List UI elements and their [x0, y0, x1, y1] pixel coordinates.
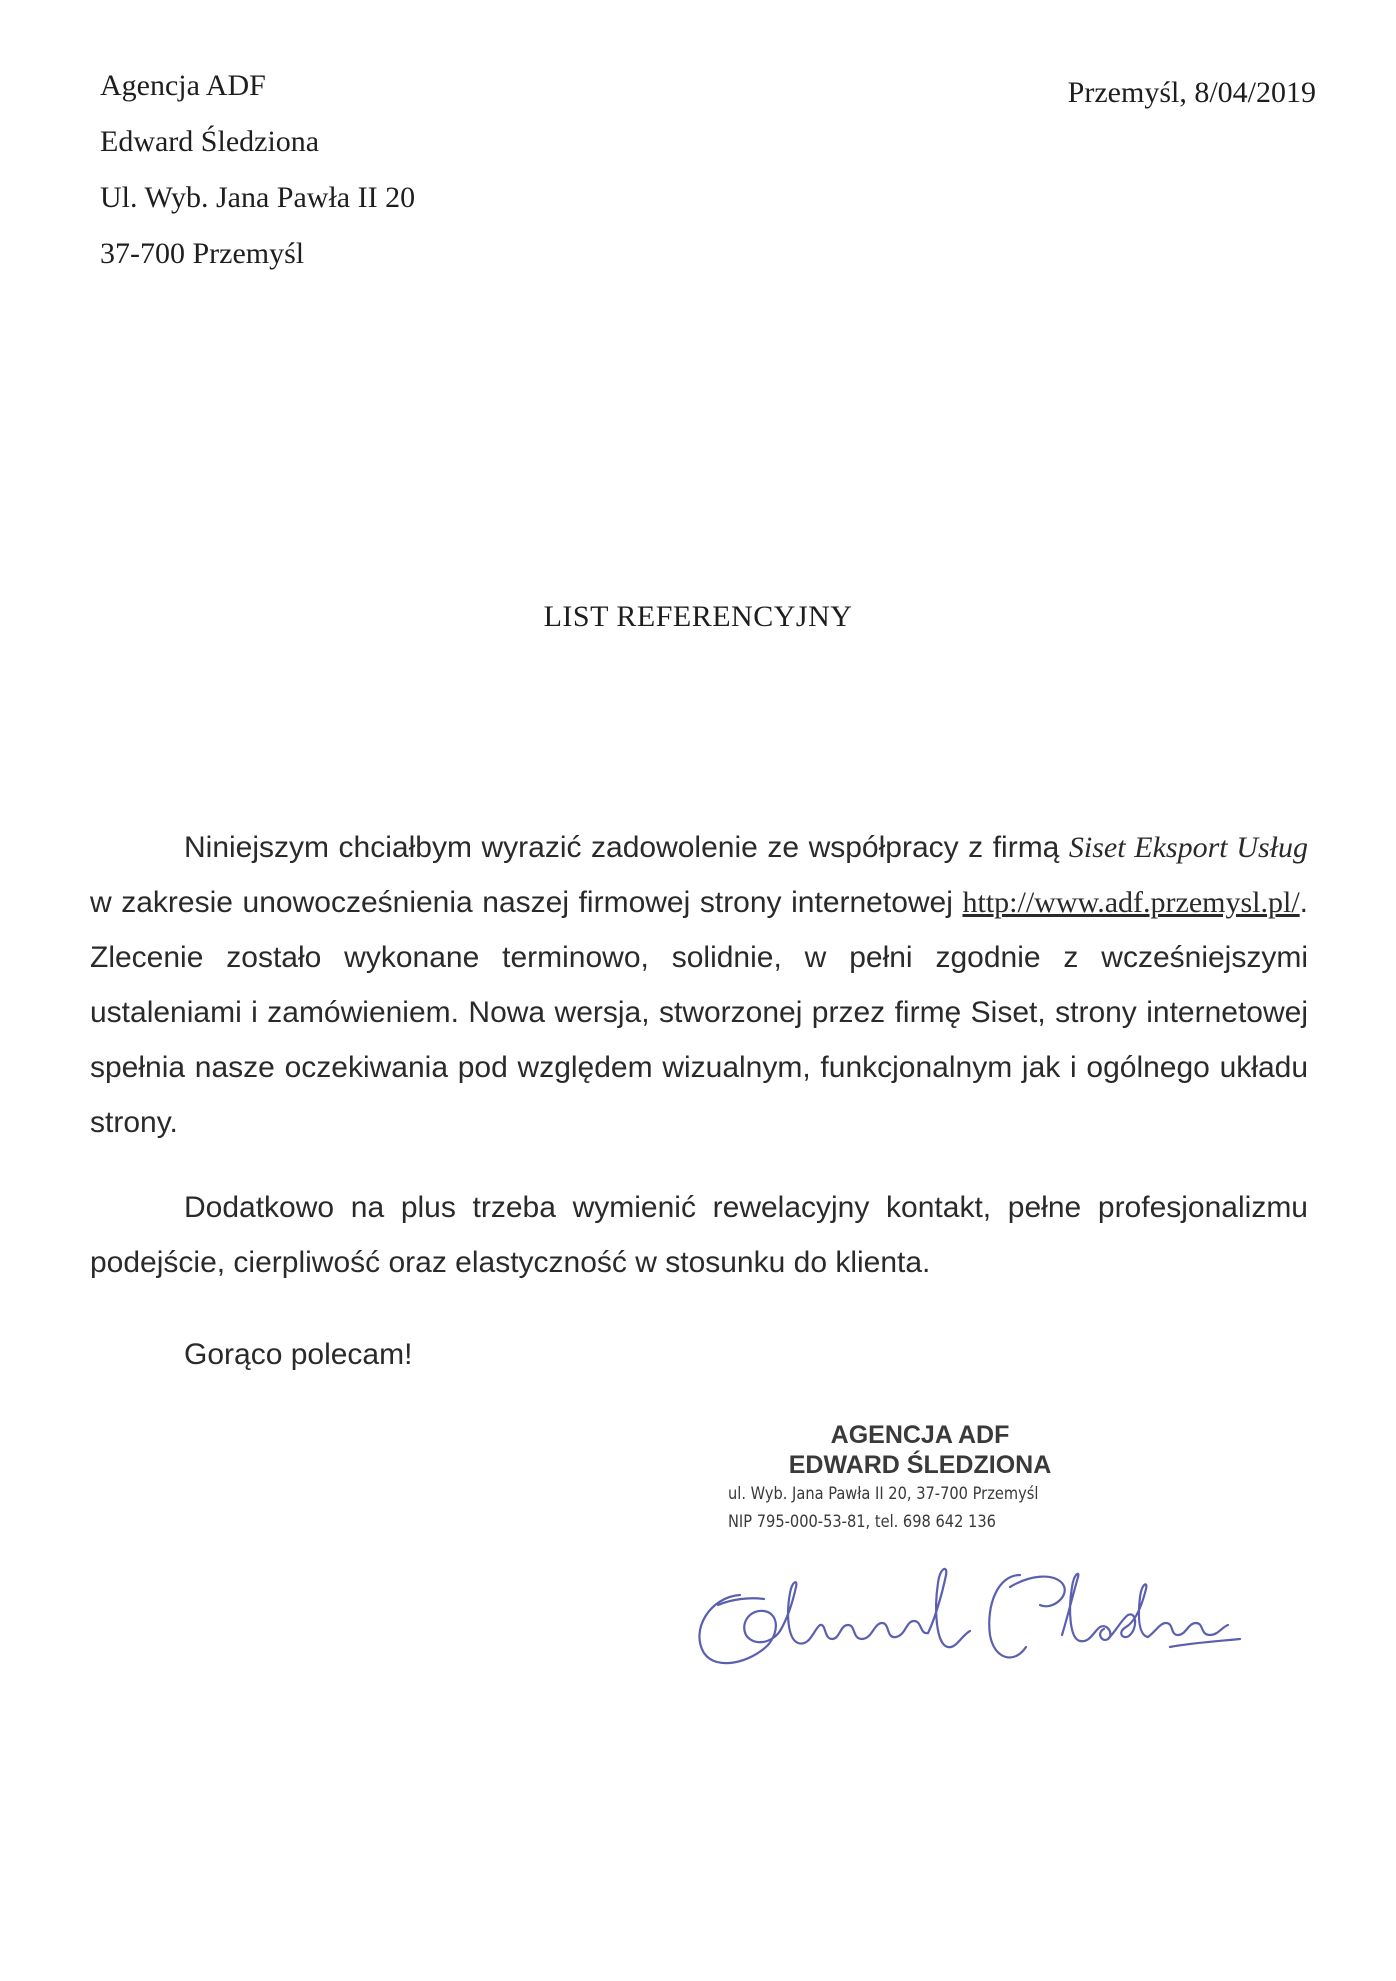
p1-text-start: Niniejszym chciałbym wyrazić zadowolenie ze współpracy z firmą — [184, 831, 1069, 864]
handwritten-signature — [680, 1535, 1260, 1675]
website-link[interactable]: http://www.adf.przemysl.pl/ — [962, 886, 1300, 919]
stamp-owner: EDWARD ŚLEDZIONA — [788, 1451, 1052, 1479]
sender-street: Ul. Wyb. Jana Pawła II 20 — [100, 181, 416, 214]
sender-company: Agencja ADF — [100, 69, 266, 102]
closing-phrase: Gorąco polecam! — [184, 1338, 413, 1371]
company-name: Siset Eksport Usług — [1068, 831, 1308, 864]
letter-date: Przemyśl, 8/04/2019 — [1067, 76, 1316, 109]
sender-address — [100, 58, 415, 282]
stamp-contact: NIP 795-000-53-81, tel. 698 642 136 — [728, 1512, 996, 1532]
stamp-company: AGENCJA ADF — [830, 1421, 1010, 1449]
p1-text-middle: w zakresie unowocześnienia naszej firmowej strony internetowej — [90, 886, 963, 919]
body-paragraph-1 — [90, 820, 1308, 1150]
p1-text-end: . Zlecenie zostało wykonane terminowo, solidnie, w pełni zgodnie z wcześniejszymi ustaleniami i zamówieniem. Nowa wersja, stworzonej przez firmę Siset, strony internetowej spełnia nasze oczekiwania pod względem wizualnym, funkcjonalnym jak i ogólnego układu strony. — [90, 886, 1308, 1139]
sender-city: 37-700 Przemyśl — [100, 237, 305, 270]
letter-title: LIST REFERENCYJNY — [543, 600, 853, 633]
body-paragraph-2: Dodatkowo na plus trzeba wymienić rewelacyjny kontakt, pełne profesjonalizmu podejście, cierpliwość oraz elastyczność w stosunku do klienta. — [90, 1191, 1308, 1279]
sender-name: Edward Śledziona — [100, 125, 320, 158]
company-stamp — [720, 1420, 1120, 1536]
letter-body — [90, 820, 1308, 1290]
stamp-address: ul. Wyb. Jana Pawła II 20, 37-700 Przemyśl — [728, 1484, 1039, 1504]
